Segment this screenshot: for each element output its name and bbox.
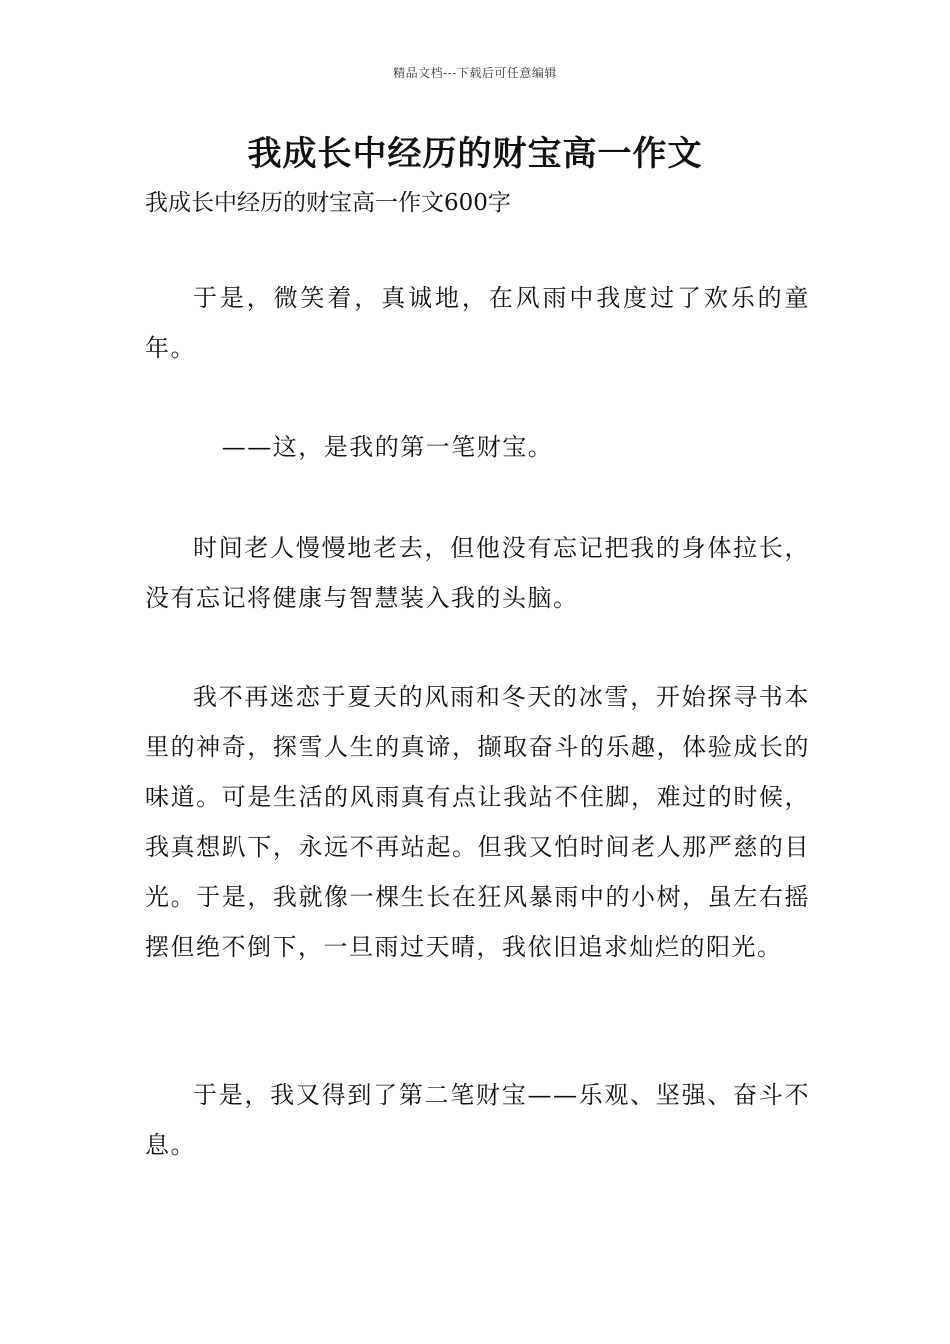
paragraph-5: 于是，我又得到了第二笔财宝——乐观、坚强、奋斗不息。 <box>145 1081 810 1159</box>
page-header-note: 精品文档---下载后可任意编辑 <box>393 66 557 80</box>
paragraph-1: 于是，微笑着，真诚地，在风雨中我度过了欢乐的童年。 <box>145 284 810 362</box>
document-subtitle: 我成长中经历的财宝高一作文600字 <box>145 190 511 216</box>
document-title: 我成长中经历的财宝高一作文 <box>247 134 703 174</box>
paragraph-2: ——这，是我的第一笔财宝。 <box>221 433 554 461</box>
paragraph-3: 时间老人慢慢地老去，但他没有忘记把我的身体拉长，没有忘记将健康与智慧装入我的头脑。 <box>145 534 810 612</box>
paragraph-4: 我不再迷恋于夏天的风雨和冬天的冰雪，开始探寻书本里的神奇，探雪人生的真谛，撷取奋斗的乐趣，体验成长的味道。可是生活的风雨真有点让我站不住脚，难过的时候，我真想趴下，永远不再站起。但我又怕时间老人那严慈的目光。于是，我就像一棵生长在狂风暴雨中的小树，虽左右摇摆但绝不倒下，一旦雨过天晴，我依旧追求灿烂的阳光。 <box>145 683 810 961</box>
